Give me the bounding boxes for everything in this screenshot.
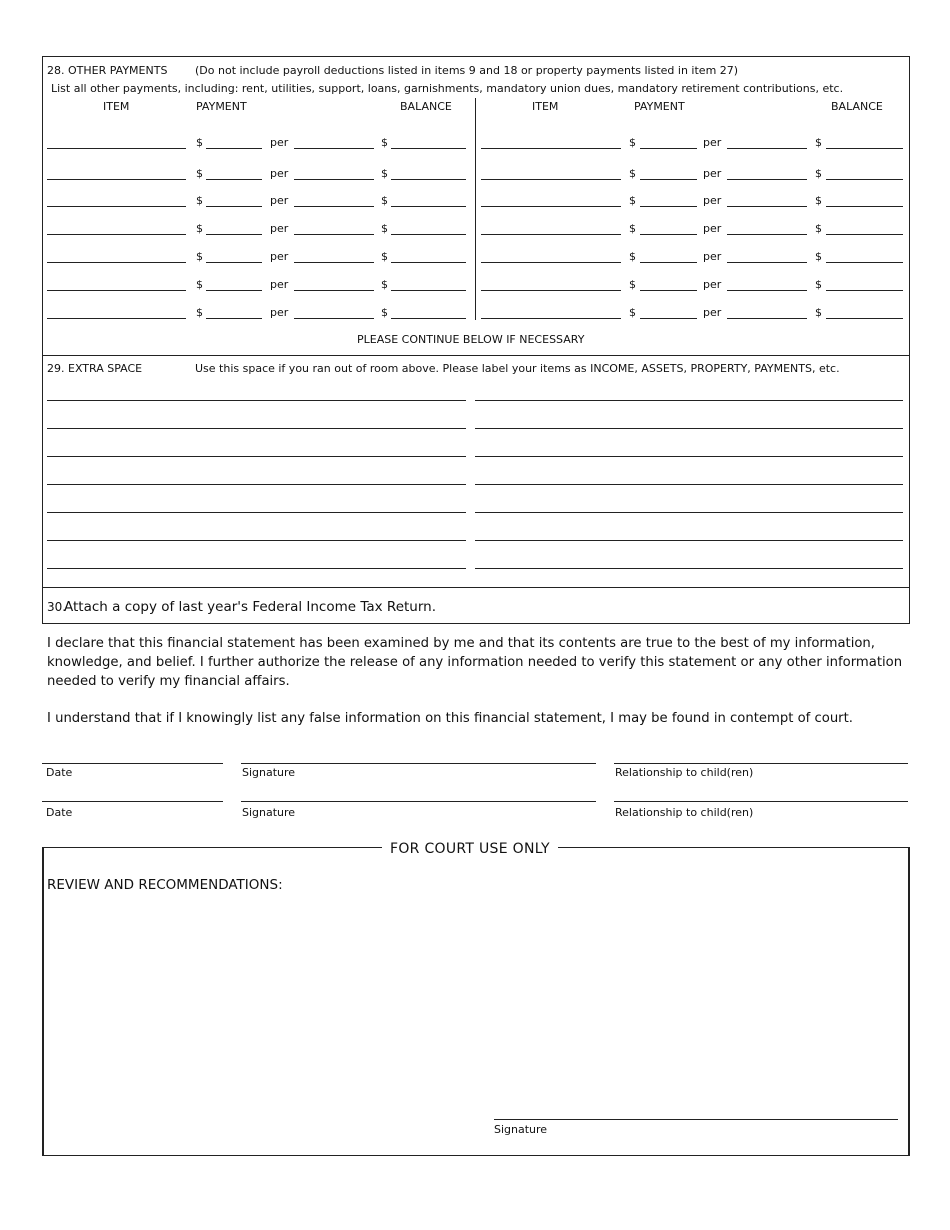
extra-space-line-left[interactable]: [47, 456, 466, 457]
per-label: per: [270, 167, 289, 180]
per-label: per: [703, 167, 722, 180]
payment-frequency-field-left[interactable]: [294, 234, 374, 235]
payment-balance-field-left[interactable]: [391, 148, 466, 149]
review-label: REVIEW AND RECOMMENDATIONS:: [47, 877, 283, 893]
per-label: per: [703, 278, 722, 291]
extra-space-line-right[interactable]: [475, 540, 903, 541]
payment-frequency-field-left[interactable]: [294, 206, 374, 207]
payment-amount-field-right[interactable]: [640, 234, 697, 235]
relationship-label-2: Relationship to child(ren): [615, 806, 754, 819]
signature-field-2[interactable]: [241, 801, 596, 802]
dollar-sign: $: [629, 306, 636, 319]
payment-balance-field-left[interactable]: [391, 262, 466, 263]
extra-space-line-right[interactable]: [475, 456, 903, 457]
section30-text: Attach a copy of last year's Federal Income Tax Return.: [64, 599, 437, 615]
payment-balance-field-right[interactable]: [826, 318, 903, 319]
payment-item-field-right[interactable]: [481, 262, 621, 263]
relationship-field-2[interactable]: [614, 801, 908, 802]
section28-instruction: List all other payments, including: rent, utilities, support, loans, garnishments, mandatory union dues, mandatory retirement contributions, etc.: [51, 82, 844, 95]
payment-balance-field-right[interactable]: [826, 206, 903, 207]
court-use-title: FOR COURT USE ONLY: [390, 841, 550, 857]
payment-item-field-right[interactable]: [481, 148, 621, 149]
payment-item-field-left[interactable]: [47, 262, 186, 263]
extra-space-line-left[interactable]: [47, 568, 466, 569]
dollar-sign: $: [196, 306, 203, 319]
extra-space-line-right[interactable]: [475, 484, 903, 485]
payment-frequency-field-left[interactable]: [294, 290, 374, 291]
dollar-sign: $: [815, 136, 822, 149]
payment-balance-field-right[interactable]: [826, 262, 903, 263]
payment-item-field-left[interactable]: [47, 206, 186, 207]
extra-space-line-right[interactable]: [475, 568, 903, 569]
payment-amount-field-right[interactable]: [640, 262, 697, 263]
payment-item-field-right[interactable]: [481, 290, 621, 291]
dollar-sign: $: [815, 306, 822, 319]
payment-frequency-field-left[interactable]: [294, 318, 374, 319]
payment-amount-field-right[interactable]: [640, 206, 697, 207]
dollar-sign: $: [381, 222, 388, 235]
payment-frequency-field-right[interactable]: [727, 206, 807, 207]
payment-amount-field-right[interactable]: [640, 318, 697, 319]
dollar-sign: $: [381, 136, 388, 149]
extra-space-line-right[interactable]: [475, 428, 903, 429]
section28-label: 28. OTHER PAYMENTS: [47, 64, 168, 77]
dollar-sign: $: [629, 167, 636, 180]
court-use-box: [42, 847, 910, 1156]
per-label: per: [270, 306, 289, 319]
payment-frequency-field-right[interactable]: [727, 318, 807, 319]
payment-balance-field-left[interactable]: [391, 290, 466, 291]
per-label: per: [703, 250, 722, 263]
dollar-sign: $: [629, 222, 636, 235]
payment-item-field-right[interactable]: [481, 318, 621, 319]
date-field-1[interactable]: [42, 763, 223, 764]
payment-item-field-left[interactable]: [47, 318, 186, 319]
dollar-sign: $: [381, 194, 388, 207]
payment-item-field-right[interactable]: [481, 179, 621, 180]
dollar-sign: $: [381, 306, 388, 319]
dollar-sign: $: [629, 250, 636, 263]
extra-space-line-left[interactable]: [47, 540, 466, 541]
dollar-sign: $: [196, 278, 203, 291]
dollar-sign: $: [381, 278, 388, 291]
extra-space-line-left[interactable]: [47, 400, 466, 401]
dollar-sign: $: [815, 167, 822, 180]
divider-29-30: [42, 587, 910, 588]
section30-label: 30.: [47, 600, 67, 614]
dollar-sign: $: [381, 167, 388, 180]
payment-amount-field-right[interactable]: [640, 148, 697, 149]
section28-note: (Do not include payroll deductions listed in items 9 and 18 or property payments listed in item 27): [195, 64, 739, 77]
dollar-sign: $: [815, 222, 822, 235]
column-header-item-right: ITEM: [532, 100, 559, 113]
dollar-sign: $: [629, 136, 636, 149]
payment-amount-field-right[interactable]: [640, 179, 697, 180]
payment-item-field-left[interactable]: [47, 290, 186, 291]
payment-balance-field-right[interactable]: [826, 290, 903, 291]
payment-item-field-left[interactable]: [47, 234, 186, 235]
per-label: per: [270, 136, 289, 149]
payment-frequency-field-right[interactable]: [727, 179, 807, 180]
date-field-2[interactable]: [42, 801, 223, 802]
per-label: per: [270, 250, 289, 263]
per-label: per: [270, 194, 289, 207]
payment-item-field-right[interactable]: [481, 206, 621, 207]
section28-center-divider: [475, 98, 476, 320]
payment-amount-field-left[interactable]: [206, 148, 262, 149]
payment-amount-field-left[interactable]: [206, 262, 262, 263]
per-label: per: [703, 306, 722, 319]
payment-frequency-field-right[interactable]: [727, 290, 807, 291]
declaration-paragraph-1: I declare that this financial statement has been examined by me and that its contents are true to the best of my information, knowledge, and belief. I further authorize the release of any information needed to verify this statement or any other information needed to verify my financial affairs.: [47, 636, 903, 689]
dollar-sign: $: [381, 250, 388, 263]
relationship-field-1[interactable]: [614, 763, 908, 764]
payment-balance-field-left[interactable]: [391, 318, 466, 319]
dollar-sign: $: [196, 167, 203, 180]
column-header-payment-left: PAYMENT: [196, 100, 247, 113]
payment-frequency-field-left[interactable]: [294, 148, 374, 149]
dollar-sign: $: [196, 222, 203, 235]
dollar-sign: $: [815, 278, 822, 291]
payment-balance-field-left[interactable]: [391, 206, 466, 207]
signature-label-2: Signature: [242, 806, 296, 819]
court-use-title-wrap: [382, 838, 558, 858]
payment-amount-field-right[interactable]: [640, 290, 697, 291]
dollar-sign: $: [815, 194, 822, 207]
column-header-balance-right: BALANCE: [831, 100, 883, 113]
column-header-payment-right: PAYMENT: [634, 100, 685, 113]
payment-amount-field-left[interactable]: [206, 234, 262, 235]
payment-item-field-left[interactable]: [47, 179, 186, 180]
date-label-1: Date: [46, 766, 73, 779]
section29-instruction: Use this space if you ran out of room above. Please label your items as INCOME, ASSETS, PROPERTY, PAYMENTS, etc.: [195, 362, 840, 375]
court-signature-field[interactable]: [494, 1119, 898, 1120]
extra-space-line-right[interactable]: [475, 400, 903, 401]
payment-amount-field-left[interactable]: [206, 179, 262, 180]
dollar-sign: $: [196, 250, 203, 263]
per-label: per: [703, 136, 722, 149]
declaration-paragraph-2: I understand that if I knowingly list any false information on this financial statement, I may be found in contempt of court.: [47, 711, 853, 726]
payment-balance-field-right[interactable]: [826, 148, 903, 149]
per-label: per: [270, 278, 289, 291]
payment-item-field-left[interactable]: [47, 148, 186, 149]
payment-balance-field-right[interactable]: [826, 234, 903, 235]
payment-balance-field-right[interactable]: [826, 179, 903, 180]
dollar-sign: $: [196, 194, 203, 207]
signature-label-1: Signature: [242, 766, 296, 779]
column-header-item-left: ITEM: [103, 100, 130, 113]
section29-label: 29. EXTRA SPACE: [47, 362, 143, 375]
payment-frequency-field-right[interactable]: [727, 262, 807, 263]
court-signature-label: Signature: [494, 1123, 548, 1136]
continue-note: PLEASE CONTINUE BELOW IF NECESSARY: [357, 333, 585, 346]
per-label: per: [703, 194, 722, 207]
relationship-label-1: Relationship to child(ren): [615, 766, 754, 779]
per-label: per: [703, 222, 722, 235]
payment-amount-field-left[interactable]: [206, 290, 262, 291]
payment-item-field-right[interactable]: [481, 234, 621, 235]
extra-space-line-left[interactable]: [47, 484, 466, 485]
dollar-sign: $: [815, 250, 822, 263]
date-label-2: Date: [46, 806, 73, 819]
dollar-sign: $: [629, 194, 636, 207]
extra-space-line-left[interactable]: [47, 512, 466, 513]
extra-space-line-left[interactable]: [47, 428, 466, 429]
divider-28-29: [42, 355, 910, 356]
payment-balance-field-left[interactable]: [391, 234, 466, 235]
payment-amount-field-left[interactable]: [206, 318, 262, 319]
extra-space-line-right[interactable]: [475, 512, 903, 513]
payment-frequency-field-left[interactable]: [294, 262, 374, 263]
signature-field-1[interactable]: [241, 763, 596, 764]
dollar-sign: $: [629, 278, 636, 291]
payment-frequency-field-right[interactable]: [727, 148, 807, 149]
dollar-sign: $: [196, 136, 203, 149]
column-header-balance-left: BALANCE: [400, 100, 452, 113]
per-label: per: [270, 222, 289, 235]
payment-balance-field-left[interactable]: [391, 179, 466, 180]
payment-frequency-field-left[interactable]: [294, 179, 374, 180]
payment-amount-field-left[interactable]: [206, 206, 262, 207]
payment-frequency-field-right[interactable]: [727, 234, 807, 235]
